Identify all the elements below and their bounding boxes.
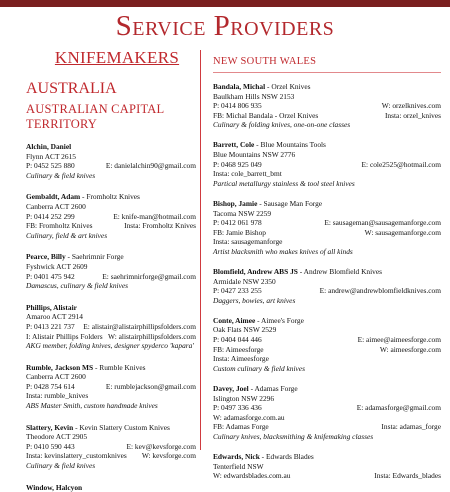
entry-contact: E: cole2525@hotmail.com [361,159,441,169]
entry-contact-row [213,471,441,481]
entry-name: Bandala, Michal [213,82,266,91]
entry-contact: Insta: Aimeesforge [213,354,269,364]
entry-heading [213,140,441,150]
entry-description: Culinary knives, blacksmithing & knifemaking classes [213,431,374,441]
entry-address: Flynn ACT 2615 [26,151,76,161]
entry-contact: Insta: sausagemanforge [213,237,283,247]
entry-contact-row [26,212,196,222]
entry-contact: FB: Adamas Forge [213,422,269,432]
entry-name: Bishop, Jamie [213,198,258,208]
entry-contact: E: rumblejackson@gmail.com [105,381,196,391]
entry-contact: E: alistair@alistairphillipsfolders.com [83,321,196,331]
entry-contact: E: knife-man@hotmail.com [113,211,196,221]
entry-business: - Adamas Forge [248,383,298,393]
section-heading: KNIFEMAKERS [54,48,180,67]
entry-contact-row [213,286,441,296]
entry-address: Blue Mountains NSW 2776 [213,150,296,160]
entry-contact: P: 0452 525 880 [26,161,75,171]
entry-address: Fyshwick ACT 2609 [26,261,88,271]
entry-contact: P: 0401 475 942 [26,271,75,281]
entry-contact: Insta: cole_barrett_bmt [213,169,282,179]
heading-rule [213,72,441,73]
entry-business: - Fromholtz Knives [80,192,140,202]
entry-contact-row [213,422,441,432]
entry-contact: P: 0497 336 436 [213,403,262,413]
entry-heading [26,142,196,152]
entry-business: - Saehrimnir Forge [65,252,124,262]
state-heading: NEW SOUTH WALES [213,56,317,67]
entry-address: Baulkham Hills NSW 2153 [213,91,295,101]
entry-description: ABS Master Smith, custom handmade knives [26,401,158,411]
list-item [26,483,196,492]
entry-business: - Kevin Slattery Custom Knives [73,422,170,432]
entry-description: Damascus, culinary & field knives [26,281,129,291]
entry-contact: P: 0413 221 737 [26,321,75,331]
entry-description: Culinary, field & art knives [26,230,108,240]
entry-contact: P: 0468 925 049 [213,159,262,169]
entry-contact-row [26,161,196,171]
entry-heading [213,199,441,209]
entry-address: Armidale NSW 2350 [213,276,276,286]
entry-contact: E: danielalchin90@gmail.com [105,161,196,171]
list-item [213,82,441,130]
entry-name: Rumble, Jackson MS [26,362,94,372]
list-item [26,363,196,411]
entry-contact: W: sausagemanforge.com [364,227,441,237]
entry-contact: Insta: Edwards_blades [374,471,441,481]
entry-list [213,82,441,481]
entry-contact: P: 0414 252 299 [26,211,75,221]
entry-name: Barrett, Cole [213,140,255,150]
entry-contact: W: aimeesforge.com [379,344,441,354]
column-divider [200,50,201,450]
entry-contact-row [213,111,441,121]
entry-description: Partical metallurgy stainless & tool steel knives [213,178,355,188]
entry-business: - Sausage Man Forge [257,198,323,208]
entry-contact-row [213,101,441,111]
entry-address: Theodore ACT 2905 [26,432,88,442]
entry-contact-row [26,442,196,452]
entry-address: Oak Flats NSW 2529 [213,325,277,335]
entry-contact: I: Alistair Phillips Folders [26,331,103,341]
left-column [26,48,196,492]
entry-contact: E: adamasforge@gmail.com [356,403,441,413]
country-heading: AUSTRALIA [26,80,117,97]
entry-heading [26,192,196,202]
entry-contact-row [213,218,441,228]
entry-business: - Andrew Blomfield Knives [297,267,383,276]
entry-name: Pearce, Billy [26,252,66,262]
entry-name: Gembaldt, Adam [26,192,81,202]
entry-contact: Insta: orzel_knives [384,110,441,120]
entry-business: - Blue Mountains Tools [254,140,326,150]
entry-name: Alchin, Daniel [26,142,72,151]
entry-business: - Rumble Knives [93,362,146,372]
entry-contact-row [26,322,196,332]
entry-contact-row [213,228,441,238]
list-item [213,384,441,442]
entry-name: Edwards, Nick [213,452,260,461]
list-item [26,192,196,240]
entry-contact: W: orzelknives.com [381,101,441,111]
entry-contact: E: saehrimnirforge@gmail.com [102,271,196,281]
entry-heading [26,483,196,492]
entry-contact: P: 0410 590 443 [26,441,75,451]
entry-contact: P: 0427 233 255 [213,286,262,296]
entry-contact: FB: Jamie Bishop [213,227,266,237]
entry-contact-row [26,332,196,342]
entry-name: Window, Halcyon [26,482,83,492]
entry-heading [213,82,441,92]
list-item [26,252,196,290]
entry-description: Custom culinary & field knives [213,363,305,373]
entry-name: Conte, Aimee [213,315,256,325]
list-item [213,199,441,257]
list-item [26,423,196,471]
entry-address: Canberra ACT 2600 [26,372,86,382]
entry-address: Canberra ACT 2600 [26,201,86,211]
entry-contact: FB: Michal Bandala - Orzel Knives [213,110,319,120]
entry-name: Slattery, Kevin [26,422,74,432]
entry-name: Phillips, Alistair [26,302,77,312]
entry-heading [26,303,196,313]
entry-contact: P: 0414 806 935 [213,101,262,111]
entry-contact: P: 0428 754 614 [26,381,75,391]
list-item [213,267,441,305]
entry-contact: E: kev@kevsforge.com [126,441,196,451]
entry-description: Daggers, bowies, art knives [213,295,296,305]
entry-address: Islington NSW 2296 [213,393,275,403]
entry-contact: W: kevsforge.com [141,451,196,461]
list-item [213,140,441,188]
entry-contact-row [213,345,441,355]
entry-contact: FB: Aimeesforge [213,344,264,354]
entry-contact-row [213,335,441,345]
entry-heading [213,384,441,394]
entry-name: Blomfield, Andrew ABS JS [213,267,298,276]
entry-description: AKG member, folding knives, designer spyderco 'kapara' [26,341,194,351]
entry-contact: P: 0404 044 446 [213,335,262,345]
entry-contact-row [26,382,196,392]
entry-heading [26,252,196,262]
entry-business: - Aimee's Forge [255,315,304,325]
entry-address: Tacoma NSW 2259 [213,208,272,218]
entry-heading [213,316,441,326]
entry-contact-row [26,221,196,231]
top-border [0,0,450,7]
entry-address: Amaroo ACT 2914 [26,312,83,322]
entry-description: Culinary & field knives [26,461,96,471]
entry-contact: W: alistairphillipsfolders.com [108,331,196,341]
right-column [213,50,441,481]
entry-contact: W: adamasforge.com.au [213,412,285,422]
entry-contact: Insta: rumble_knives [26,391,89,401]
entry-contact: E: andrew@andrewblomfieldknives.com [319,286,441,296]
entry-contact-row [213,160,441,170]
page-title: Service Providers [115,10,335,42]
entry-heading [26,363,196,373]
entry-contact: Insta: kevinslattery_customknives [26,451,127,461]
entry-contact: E: sausageman@sausagemanforge.com [324,218,441,228]
list-item [26,303,196,351]
entry-heading [213,267,441,277]
entry-contact: FB: Fromholtz Knives [26,221,93,231]
entry-name: Davey, Joel [213,383,249,393]
entry-business: - Orzel Knives [265,82,311,91]
entry-contact: Insta: Fromholtz Knives [124,221,196,231]
entry-business: - Edwards Blades [259,452,314,461]
entry-contact: E: aimee@aimeesforge.com [357,335,441,345]
entry-description: Artist blacksmith who makes knives of all kinds [213,246,353,256]
entry-contact-row [26,272,196,282]
state-heading: AUSTRALIAN CAPITAL TERRITORY [26,102,164,131]
entry-contact: P: 0412 061 978 [213,218,262,228]
list-item [213,452,441,481]
list-item [26,142,196,180]
entry-description: Culinary & field knives [26,170,96,180]
list-item [213,316,441,374]
entry-heading [26,423,196,433]
entry-address: Tenterfield NSW [213,461,264,471]
entry-contact-row [213,403,441,413]
entry-contact-row [26,451,196,461]
entry-list [26,142,196,492]
entry-description: Culinary & folding knives, one-on-one classes [213,120,351,130]
entry-contact: Insta: adamas_forge [381,422,441,432]
entry-heading [213,452,441,462]
entry-contact: W: edwardsblades.com.au [213,471,291,481]
